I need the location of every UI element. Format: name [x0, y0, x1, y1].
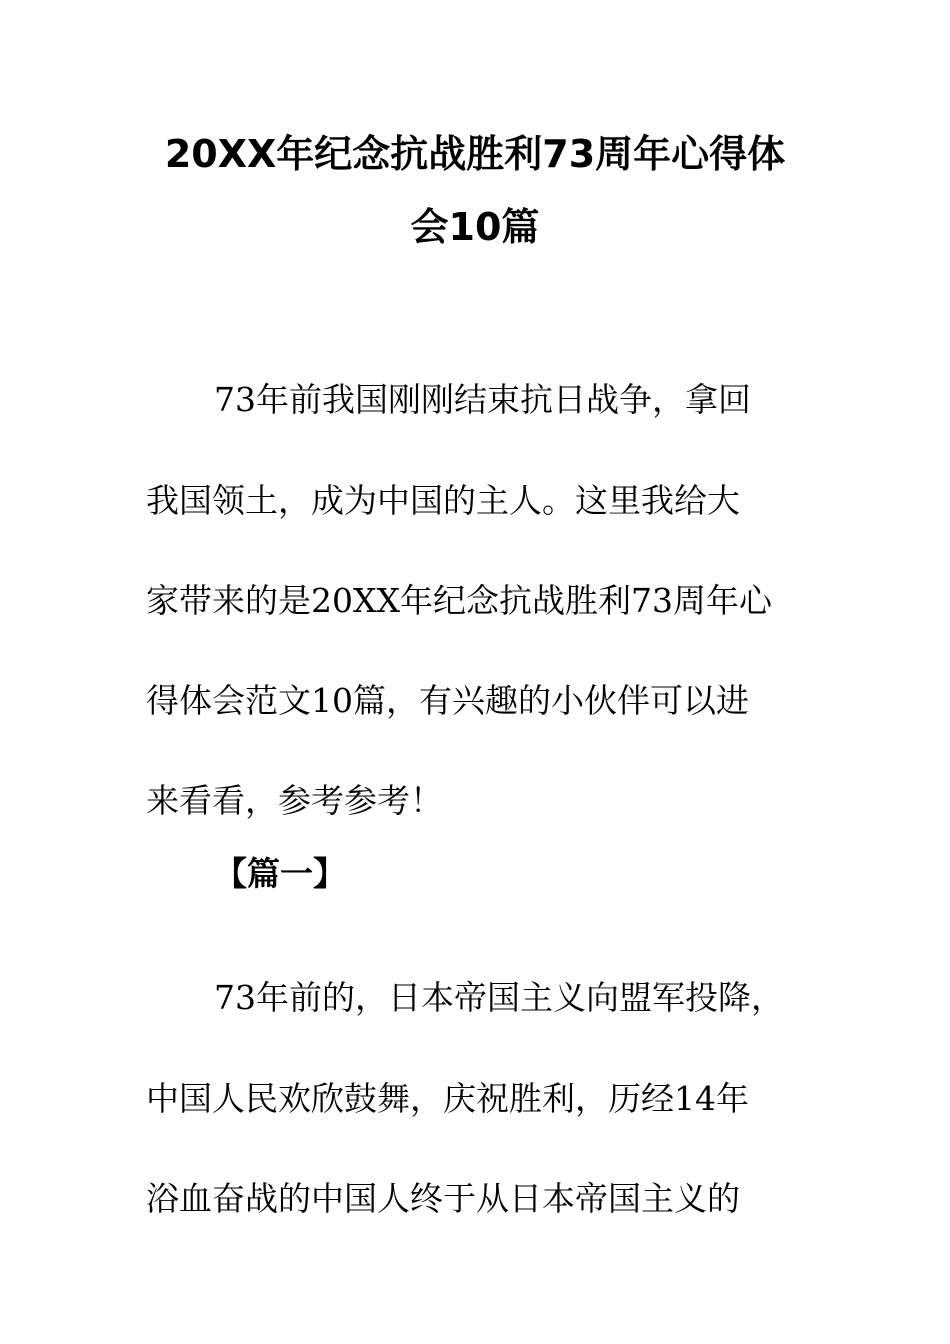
section-paragraph-line: 浴血奋战的中国人终于从日本帝国主义的: [146, 1179, 740, 1218]
document-title-line-1: 20XX年纪念抗战胜利73周年心得体: [164, 132, 786, 176]
section-paragraph-line: 中国人民欢欣鼓舞，庆祝胜利，历经14年: [146, 1079, 749, 1118]
intro-paragraph-line: 得体会范文10篇，有兴趣的小伙伴可以进: [146, 681, 749, 720]
intro-paragraph-line: 家带来的是20XX年纪念抗战胜利73周年心: [146, 581, 772, 620]
section-paragraph-line: 73年前的，日本帝国主义向盟军投降，: [214, 978, 784, 1017]
intro-paragraph-line: 来看看，参考参考！: [146, 781, 443, 820]
document-title-line-2: 会10篇: [410, 205, 540, 249]
section-heading: 【篇一】: [214, 854, 346, 893]
intro-paragraph-line: 73年前我国刚刚结束抗日战争，拿回: [214, 380, 751, 419]
intro-paragraph-line: 我国领土，成为中国的主人。这里我给大: [146, 481, 740, 520]
